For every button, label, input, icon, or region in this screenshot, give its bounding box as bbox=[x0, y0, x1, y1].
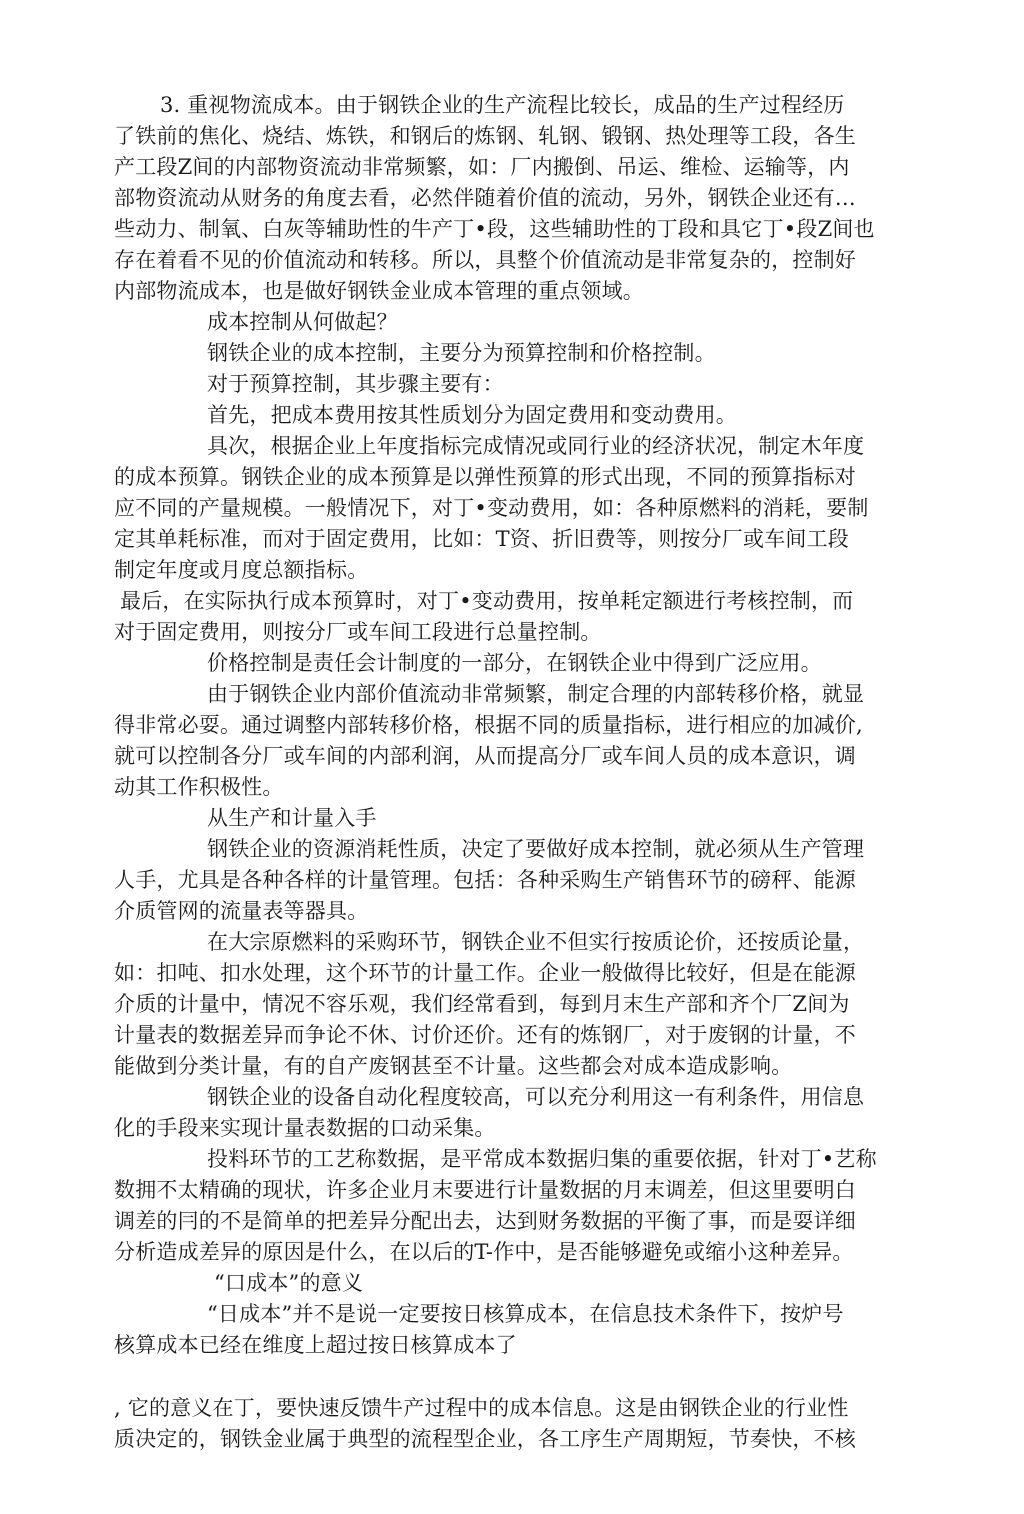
text-line: 钢铁企业的资源消耗性质，决定了要做好成本控制，就必须从生产管理 bbox=[207, 837, 865, 861]
text-line: 人手，尤具是各种各样的计量管理。包括：各种采购生产销售环节的磅秤、能源 bbox=[114, 868, 856, 892]
text-line: 就可以控制各分厂或车间的内部利润，从而提高分厂或车间人员的成本意识，调 bbox=[114, 744, 856, 768]
text-line: 质决定的，钢铁金业属于典型的流程型企业，各工序生产周期短，节奏快，不核 bbox=[114, 1427, 856, 1451]
text-line: 价格控制是责任会计制度的一部分，在钢铁企业中得到广泛应用。 bbox=[207, 651, 822, 675]
text-line: 数拥不太精确的现状，许多企业月末要进行计量数据的月末调差，但这里要明白 bbox=[114, 1178, 856, 1202]
section-heading: 从生产和计量入手 bbox=[207, 806, 377, 830]
text-line: 介质的计量中，情况不容乐观，我们经常看到，每到月末生产部和齐个厂Z间为 bbox=[114, 992, 850, 1016]
text-line: 由于钢铁企业内部价值流动非常频繁，制定合理的内部转移价格，就显 bbox=[207, 682, 865, 706]
text-line: 对于固定费用，则按分厂或车间工段进行总量控制。 bbox=[114, 620, 602, 644]
text-line: 得非常必耍。通过调整内部转移价格，根据不同的质量指标，进行相应的加减价, bbox=[114, 713, 863, 737]
text-line: 产工段Z间的内部物资流动非常频繁，如：厂内搬倒、吊运、维检、运输等，内 bbox=[114, 155, 850, 179]
text-line: 了铁前的焦化、烧结、炼铁，和钢后的炼钢、轧钢、锻钢、热处理等工段，各生 bbox=[114, 124, 856, 148]
text-line: 钢铁企业的成本控制，主要分为预算控制和价格控制。 bbox=[207, 341, 716, 365]
text-line: , 它的意义在丁，要快速反馈牛产过程中的成本信息。这是由钢铁企业的行业性 bbox=[114, 1396, 849, 1420]
text-line: 部物资流动从财务的角度去看，必然伴随着价值的流动，另外，钢铁企业还有… bbox=[114, 186, 856, 210]
text-line: 最后，在实际执行成本预算时，对丁•变动费用，按单耗定额进行考核控制，而 bbox=[120, 589, 854, 613]
text-line: 如：扣吨、扣水处理，这个环节的计量工作。企业一般做得比较好，但是在能源 bbox=[114, 961, 856, 985]
text-line: 在大宗原燃料的采购环节，钢铁企业不但实行按质论价，还按质论量， bbox=[207, 930, 865, 954]
text-line: 分析造成差异的原因是什么，在以后的T-作中，是否能够避免或缩小这种差异。 bbox=[114, 1240, 854, 1264]
text-line: 首先，把成本费用按其性质划分为固定费用和变动费用。 bbox=[207, 403, 737, 427]
text-line: 调差的冃的不是简单的把差异分配出去，达到财务数据的平衡了事，而是耍详细 bbox=[114, 1209, 856, 1233]
text-line: 核算成本已经在维度上超过按日核算成本了 bbox=[114, 1333, 517, 1357]
text-line: 的成本预算。钢铁企业的成本预算是以弹性预算的形式出现，不同的预算指标对 bbox=[114, 465, 856, 489]
text-line: 制定年度或月度总额指标。 bbox=[114, 558, 369, 582]
text-line: 内部物流成本，也是做好钢铁金业成本管理的重点领域。 bbox=[114, 279, 644, 303]
text-line: 定其单耗标准，而对于固定费用，比如：T资、折旧费等，则按分厂或车间工段 bbox=[114, 527, 850, 551]
text-line: “日成本”并不是说一定要按日核算成本，在信息技术条件下，按炉号 bbox=[207, 1302, 844, 1326]
text-line: 具次，根据企业上年度指标完成情况或同行业的经济状况，制定木年度 bbox=[207, 434, 865, 458]
text-line: 投料环节的工艺称数据，是平常成本数据归集的重要依据，针对丁•艺称 bbox=[207, 1147, 877, 1171]
text-line: 3. 重视物流成本。由于钢铁企业的生产流程比较长，成品的生产过程经历 bbox=[160, 93, 845, 117]
text-line: 动其工作积极性。 bbox=[114, 775, 284, 799]
text-line: 介质管网的流量表等器具。 bbox=[114, 899, 369, 923]
text-line: 对于预算控制，其步骤主要有： bbox=[207, 372, 504, 396]
text-line: 计量表的数据差异而争论不休、讨价还价。还有的炼钢厂，对于废钢的计量，不 bbox=[114, 1023, 856, 1047]
text-line: 些动力、制氧、白灰等辅助性的牛产丁•段，这些辅助性的丁段和具它丁•段Z间也 bbox=[114, 217, 875, 241]
text-line: 应不同的产量规模。一般情况下，对丁•变动费用，如：各种原燃料的消耗，要制 bbox=[114, 496, 869, 520]
section-heading: “口成本”的意义 bbox=[214, 1271, 364, 1295]
text-line: 存在着看不见的价值流动和转移。所以，具整个价值流动是非常复杂的，控制好 bbox=[114, 248, 856, 272]
section-heading: 成本控制从何做起？ bbox=[207, 310, 398, 334]
text-line: 钢铁企业的设备自动化程度较高，可以充分利用这一有利条件，用信息 bbox=[207, 1085, 865, 1109]
text-line: 能做到分类计量，有的自产废钢甚至不计量。这些都会对成本造成影响。 bbox=[114, 1054, 793, 1078]
text-line: 化的手段来实现计量表数据的口动采集。 bbox=[114, 1116, 496, 1140]
